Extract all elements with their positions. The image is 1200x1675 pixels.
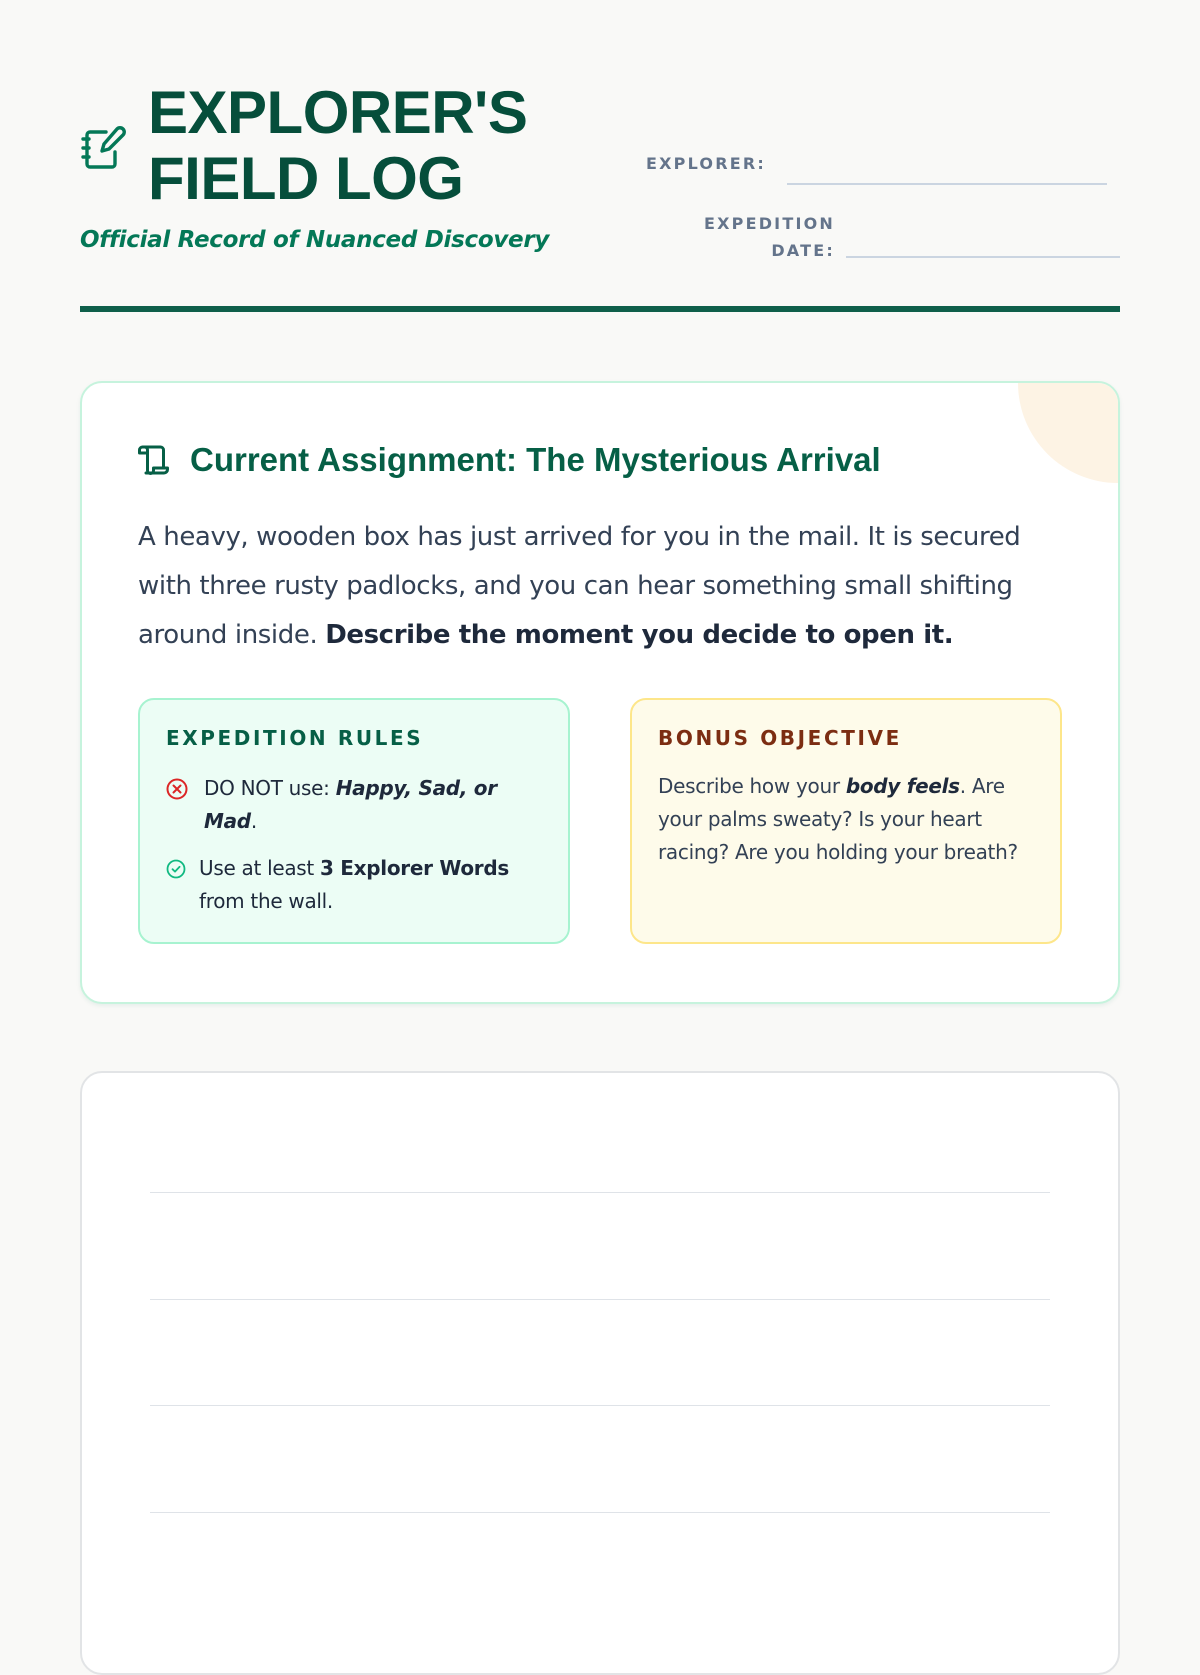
rule-prefix: DO NOT use: — [204, 776, 336, 800]
assignment-prompt — [138, 513, 1078, 660]
assignment-card — [80, 381, 1120, 1004]
page-subtitle: Official Record of Nuanced Discovery — [80, 227, 550, 253]
prompt-instruction: Describe the moment you decide to open it. — [325, 620, 954, 650]
rule-text — [204, 772, 524, 838]
bonus-objective-box — [630, 698, 1062, 944]
bonus-emphasis: body feels — [845, 774, 960, 798]
date-label-line-1: EXPEDITION — [703, 214, 835, 233]
rule-prefix: Use at least — [199, 856, 321, 880]
title-line-1: EXPLORER'S — [148, 79, 528, 146]
date-label-line-2: DATE: — [771, 241, 835, 260]
writing-line[interactable] — [150, 1299, 1050, 1300]
decorative-corner — [1018, 381, 1120, 483]
writing-line[interactable] — [150, 1405, 1050, 1406]
title-line-2: FIELD LOG — [148, 145, 464, 212]
banned-words: Happy, Sad, or Mad — [204, 776, 497, 833]
rule-suffix: . — [250, 809, 257, 833]
prompt-intro: A heavy, wooden box has just arrived for you in the mail. It is secured with three rusty padlocks, and you can hear something small shifting around inside. — [138, 522, 1021, 650]
rule-item — [166, 852, 546, 918]
assignment-title: Current Assignment: The Mysterious Arrival — [190, 441, 881, 478]
expedition-date-field[interactable] — [846, 256, 1120, 258]
check-circle-icon — [166, 859, 186, 879]
rules-heading: EXPEDITION RULES — [166, 726, 424, 750]
bonus-suffix: . Are your palms sweaty? Is your heart racing? Are you holding your breath? — [658, 774, 1018, 864]
notebook-pen-icon — [80, 124, 128, 172]
writing-area[interactable] — [80, 1071, 1120, 1675]
bonus-heading: BONUS OBJECTIVE — [658, 726, 902, 750]
required-words: 3 Explorer Words — [320, 856, 509, 880]
rule-text — [199, 852, 539, 918]
page-title — [148, 80, 628, 212]
bonus-prefix: Describe how your — [658, 774, 846, 798]
bonus-text — [658, 770, 1038, 869]
rule-suffix: from the wall. — [199, 889, 333, 913]
header-divider — [80, 306, 1120, 312]
writing-line[interactable] — [150, 1512, 1050, 1513]
explorer-label: EXPLORER: — [646, 154, 766, 173]
rule-item — [166, 772, 546, 838]
field-log-page — [80, 0, 1120, 1600]
explorer-name-field[interactable] — [787, 183, 1107, 185]
scroll-icon — [138, 443, 174, 479]
writing-line[interactable] — [150, 1192, 1050, 1193]
page-header — [80, 80, 1120, 310]
expedition-rules-box — [138, 698, 570, 944]
expedition-date-label — [680, 210, 835, 264]
x-circle-icon — [166, 778, 188, 800]
